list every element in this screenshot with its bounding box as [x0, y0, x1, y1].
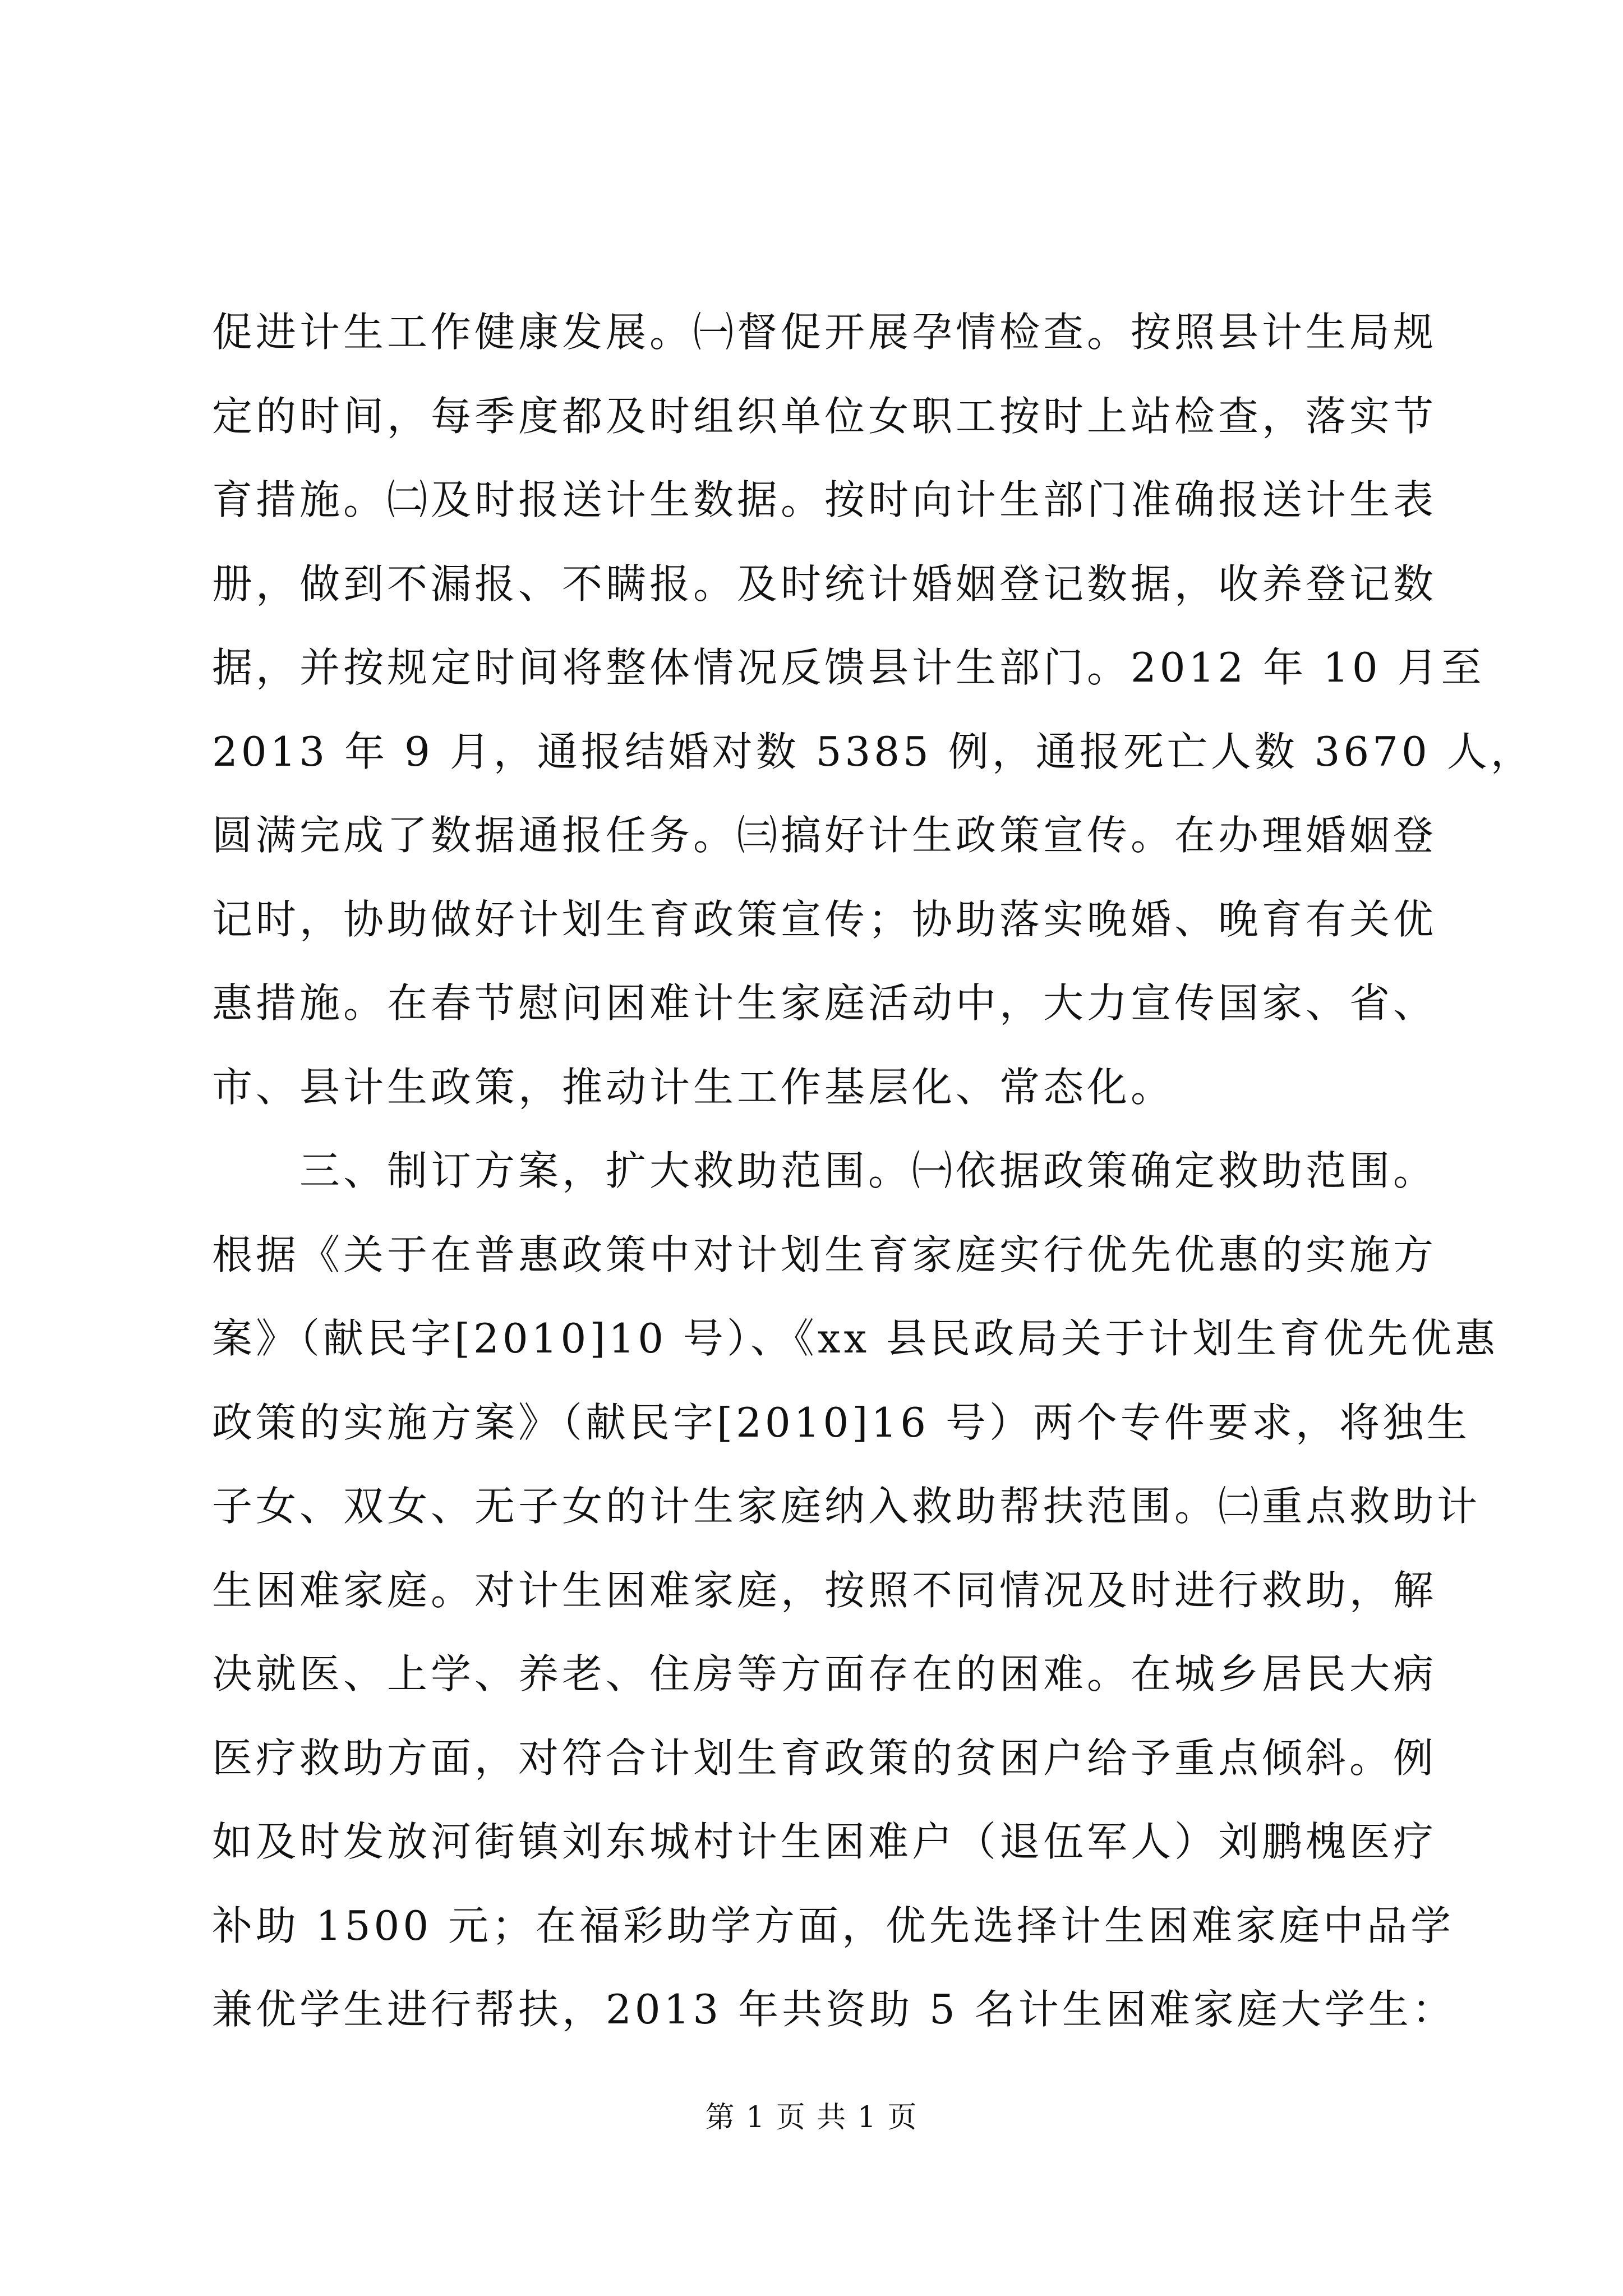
text-line: 子女、双女、无子女的计生家庭纳入救助帮扶范围。㈡重点救助计: [212, 1483, 1481, 1530]
text-line: 决就医、上学、养老、住房等方面存在的困难。在城乡居民大病: [212, 1650, 1437, 1697]
text-line: 医疗救助方面，对符合计划生育政策的贫困户给予重点倾斜。例: [212, 1734, 1437, 1782]
page-footer: [0, 2101, 1623, 2134]
text-line: 生困难家庭。对计生困难家庭，按照不同情况及时进行救助，解: [212, 1566, 1437, 1614]
page-number-label: 第 1 页 共 1 页: [705, 2101, 918, 2134]
document-body: [212, 291, 1534, 2052]
text-line: 补助 1500 元；在福彩助学方面，优先选择计生困难家庭中品学: [212, 1902, 1455, 1949]
text-line: 兼优学生进行帮扶，2013 年共资助 5 名计生困难家庭大学生：: [212, 1986, 1456, 2033]
text-line: 案》（献民字[2010]10 号）、《xx 县民政局关于计划生育优先优惠: [212, 1315, 1499, 1362]
text-line: 圆满完成了数据通报任务。㈢搞好计生政策宣传。在办理婚姻登: [212, 812, 1437, 859]
text-line: 2013 年 9 月，通报结婚对数 5385 例，通报死亡人数 3670 人，: [212, 728, 1534, 775]
text-line: 政策的实施方案》（献民字[2010]16 号）两个专件要求，将独生: [212, 1398, 1470, 1446]
text-line: 根据《关于在普惠政策中对计划生育家庭实行优先优惠的实施方: [212, 1231, 1437, 1278]
text-line: 记时，协助做好计划生育政策宣传；协助落实晚婚、晚育有关优: [212, 895, 1437, 943]
text-line: 定的时间，每季度都及时组织单位女职工按时上站检查，落实节: [212, 392, 1437, 440]
section-heading-line: 三、制订方案，扩大救助范围。㈠依据政策确定救助范围。: [299, 1147, 1437, 1194]
text-line: 册，做到不漏报、不瞒报。及时统计婚姻登记数据，收养登记数: [212, 560, 1437, 608]
text-line: 惠措施。在春节慰问困难计生家庭活动中，大力宣传国家、省、: [212, 979, 1437, 1027]
text-line: 育措施。㈡及时报送计生数据。按时向计生部门准确报送计生表: [212, 476, 1437, 523]
text-line: 促进计生工作健康发展。㈠督促开展孕情检查。按照县计生局规: [212, 309, 1437, 356]
text-line: 如及时发放河街镇刘东城村计生困难户（退伍军人）刘鹏槐医疗: [212, 1818, 1437, 1865]
text-line: 据，并按规定时间将整体情况反馈县计生部门。2012 年 10 月至: [212, 644, 1485, 691]
text-line: 市、县计生政策，推动计生工作基层化、常态化。: [212, 1063, 1175, 1111]
